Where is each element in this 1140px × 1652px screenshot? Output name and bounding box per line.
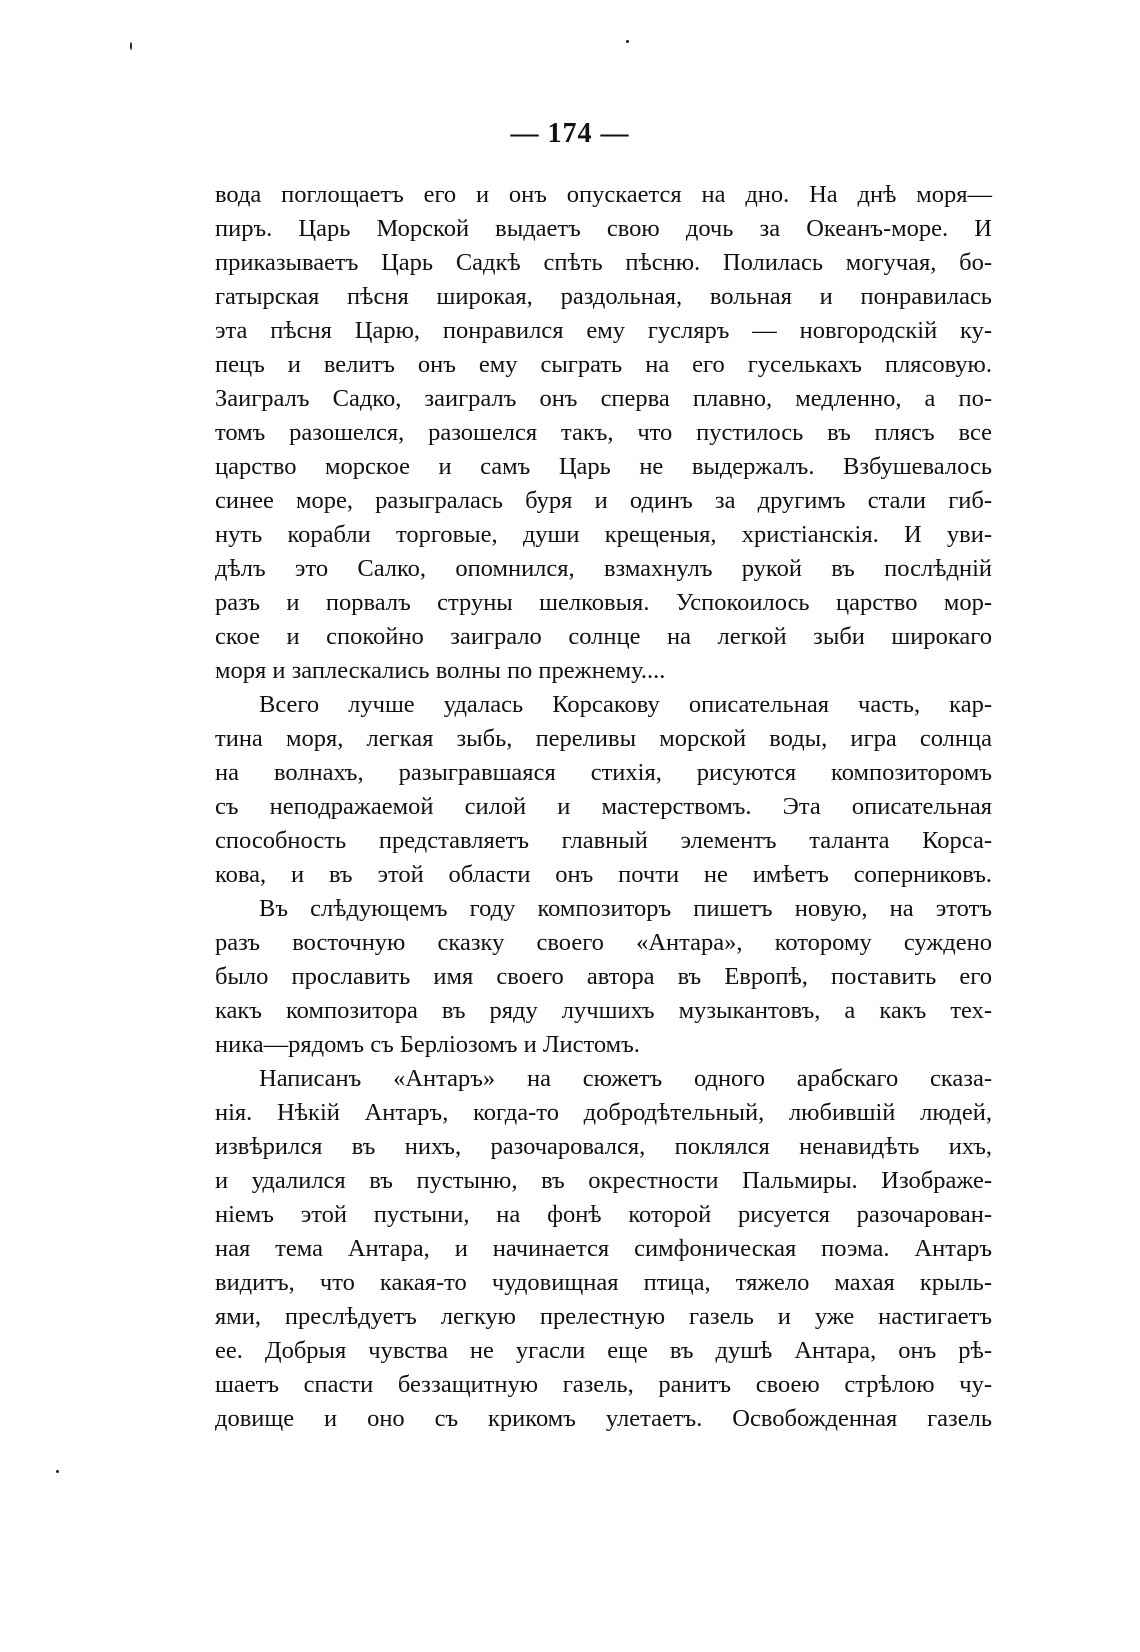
text-line: ское и спокойно заиграло солнце на легкой зыби широкаго xyxy=(215,623,992,650)
text-line: ями, преслѣдуетъ легкую прелестную газель и уже настигаетъ xyxy=(215,1303,992,1330)
text-line: гатырская пѣсня широкая, раздольная, вольная и понравилась xyxy=(215,283,992,310)
scan-speck xyxy=(56,1470,59,1473)
text-line: моря и заплескались волны по прежнему.... xyxy=(215,657,666,684)
text-line: царство морское и самъ Царь не выдержалъ. Взбушевалось xyxy=(215,453,992,480)
text-line: разъ и порвалъ струны шелковыя. Успокоилось царство мор- xyxy=(215,589,992,616)
text-line: Заигралъ Садко, заигралъ онъ сперва плавно, медленно, а по- xyxy=(215,385,992,412)
page-number: — 174 — xyxy=(510,118,630,149)
text-line: съ неподражаемой силой и мастерствомъ. Эта описательная xyxy=(215,793,992,820)
text-line: ніемъ этой пустыни, на фонѣ которой рисуется разочарован- xyxy=(215,1201,992,1228)
text-line: пиръ. Царь Морской выдаетъ свою дочь за Океанъ-море. И xyxy=(215,215,992,242)
text-line: кова, и въ этой области онъ почти не имѣетъ соперниковъ. xyxy=(215,861,992,888)
text-line: ее. Добрыя чувства не угасли еще въ душѣ Антара, онъ рѣ- xyxy=(215,1337,992,1364)
text-line: довище и оно съ крикомъ улетаетъ. Освобожденная газель xyxy=(215,1405,992,1432)
text-line: вода поглощаетъ его и онъ опускается на дно. На днѣ моря— xyxy=(215,181,992,208)
text-line: ника—рядомъ съ Берліозомъ и Листомъ. xyxy=(215,1031,640,1058)
text-line: извѣрился въ нихъ, разочаровался, поклялся ненавидѣть ихъ, xyxy=(215,1133,992,1160)
text-line: томъ разошелся, разошелся такъ, что пустилось въ плясъ все xyxy=(215,419,992,446)
text-line: на волнахъ, разыгравшаяся стихія, рисуются композиторомъ xyxy=(215,759,992,786)
text-line: тина моря, легкая зыбь, переливы морской воды, игра солнца xyxy=(215,725,992,752)
text-line: способность представляетъ главный элементъ таланта Корса- xyxy=(215,827,992,854)
text-line: видитъ, что какая-то чудовищная птица, тяжело махая крыль- xyxy=(215,1269,992,1296)
text-line: дѣлъ это Салко, опомнился, взмахнулъ рукой въ послѣдній xyxy=(215,555,992,582)
text-line: нуть корабли торговые, души крещеныя, христіанскія. И уви- xyxy=(215,521,992,548)
body-text xyxy=(215,178,992,1436)
text-line: разъ восточную сказку своего «Антара», которому суждено xyxy=(215,929,992,956)
text-line: Написанъ «Антаръ» на сюжетъ одного арабскаго сказа- xyxy=(259,1065,992,1092)
text-line: какъ композитора въ ряду лучшихъ музыкантовъ, а какъ тех- xyxy=(215,997,992,1024)
text-line: Въ слѣдующемъ году композиторъ пишетъ новую, на этотъ xyxy=(259,895,992,922)
text-line: Всего лучше удалась Корсакову описательная часть, кар- xyxy=(259,691,992,718)
scan-speck xyxy=(130,42,132,50)
text-line: и удалился въ пустыню, въ окрестности Пальмиры. Изображе- xyxy=(215,1167,992,1194)
text-line: синее море, разыгралась буря и одинъ за другимъ стали гиб- xyxy=(215,487,992,514)
text-line: было прославить имя своего автора въ Европѣ, поставить его xyxy=(215,963,992,990)
text-line: ная тема Антара, и начинается симфоническая поэма. Антаръ xyxy=(215,1235,992,1262)
text-line: пецъ и велитъ онъ ему сыграть на его гуселькахъ плясовую. xyxy=(215,351,992,378)
text-line: шаетъ спасти беззащитную газель, ранитъ своею стрѣлою чу- xyxy=(215,1371,992,1398)
text-line: приказываетъ Царь Садкѣ спѣть пѣсню. Полилась могучая, бо- xyxy=(215,249,992,276)
text-line: нія. Нѣкій Антаръ, когда-то добродѣтельный, любившій людей, xyxy=(215,1099,992,1126)
scan-speck xyxy=(626,40,629,43)
text-line: эта пѣсня Царю, понравился ему гусляръ — новгородскій ку- xyxy=(215,317,992,344)
